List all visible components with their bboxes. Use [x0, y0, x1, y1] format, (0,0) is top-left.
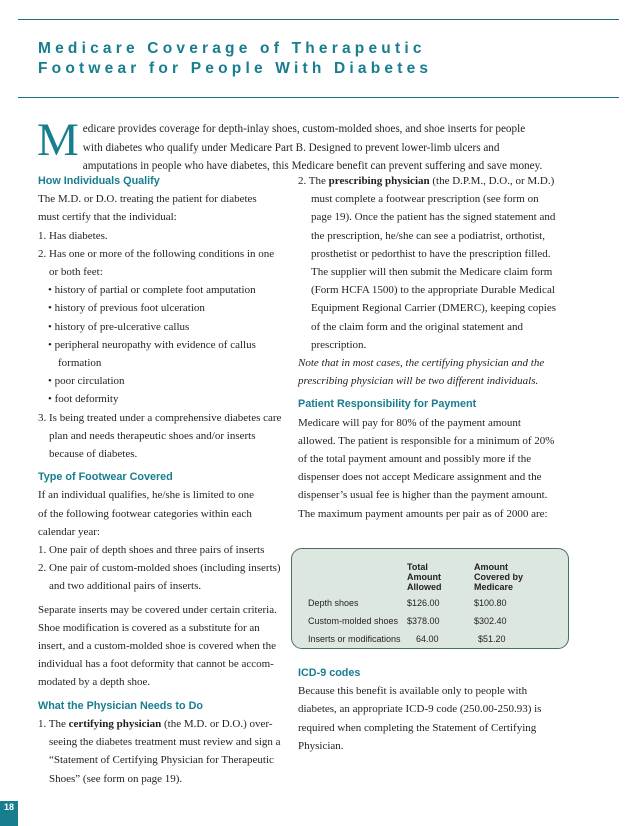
qualify-heading: How Individuals Qualify [38, 175, 160, 187]
qualify-item-3: 3. Is being treated under a comprehensive diabetes care plan and needs therapeutic shoes and/or inserts because of diabetes. [38, 411, 282, 461]
left-column [38, 172, 283, 788]
qualify-item-2-line-1: 2. Has one or more of the following conditions in one [38, 247, 275, 260]
right-column [298, 172, 560, 523]
qualify-item-2-line-2: or both feet: [49, 266, 103, 279]
icd-section [298, 664, 560, 755]
footwear-item-1: 1. One pair of depth shoes and three pairs of inserts [38, 544, 265, 557]
page-number: 18 [0, 801, 18, 826]
header-text: Total [407, 562, 428, 572]
footwear-note: Separate inserts may be covered under certain criteria. Shoe modification is covered as a substitute for an insert, and a custom-molded shoe is covered when the individual has a foot deformity that cannot be accom-modated by a depth shoe. [38, 603, 277, 689]
icd-text: Because this benefit is available only to people with diabetes, an appropriate ICD-9 code (250.00-250.93) is required when completing the Statement of Certifying Physician. [298, 685, 542, 752]
header-covered-by-medicare [474, 562, 523, 592]
row-total: 64.00 [416, 634, 439, 644]
page-title-line-2: Footwear for People With Diabetes [38, 60, 433, 77]
row-label: Inserts or modifications [308, 634, 401, 644]
row-total: $126.00 [407, 598, 440, 608]
payment-text: Medicare will pay for 80% of the payment amount allowed. The patient is responsible for a minimum of 20% of the total payment amount and possibly more if the dispenser does not accept Medicare assignment and the dispenser’s usual fee is higher than the payment amount. The maximum payment amounts per pair as of 2000 are: [298, 416, 555, 520]
row-total: $378.00 [407, 616, 440, 626]
row-covered: $302.40 [474, 616, 507, 626]
condition-bullet: • peripheral neuropathy with evidence of callus formation [48, 338, 256, 370]
header-text: Allowed [407, 582, 442, 592]
header-text: Amount [474, 562, 508, 572]
footwear-intro-line-3: calendar year: [38, 525, 100, 538]
drop-cap: M [37, 114, 79, 166]
header-text: Medicare [474, 582, 514, 592]
row-covered: $51.20 [478, 634, 506, 644]
qualify-intro-line-2: must certify that the individual: [38, 211, 177, 224]
physician-item-2 [298, 172, 560, 354]
physician-heading: What the Physician Needs to Do [38, 699, 203, 712]
condition-bullet: • poor circulation [48, 375, 125, 388]
payment-heading: Patient Responsibility for Payment [298, 398, 477, 411]
qualify-intro-line-1: The M.D. or D.O. treating the patient for diabetes [38, 193, 257, 206]
intro-text: edicare provides coverage for depth-inlay shoes, custom-molded shoes, and shoe inserts for people with diabetes who qualify under Medicare Part B. Designed to prevent lower-limb ulcers and amputations in people who have diabetes, this Medicare benefit can prevent suffering and save money. [82, 123, 543, 173]
footwear-heading: Type of Footwear Covered [38, 471, 173, 484]
page-title [38, 39, 432, 79]
page-title-line-1: Medicare Coverage of Therapeutic [38, 40, 426, 57]
prescribing-physician-term: prescribing physician [328, 175, 430, 187]
physician-item-1-prefix: 1. The [38, 717, 69, 730]
header-text: Covered by [474, 572, 524, 582]
row-label: Depth shoes [308, 598, 359, 608]
footwear-intro-line-1: If an individual qualifies, he/she is limited to one [38, 489, 254, 502]
top-rule [18, 19, 619, 20]
condition-bullet: • history of previous foot ulceration [48, 302, 205, 315]
physician-note: Note that in most cases, the certifying physician and the prescribing physician will be two different individuals. [298, 357, 545, 388]
footwear-item-2: 2. One pair of custom-molded shoes (including inserts) and two additional pairs of inserts. [38, 562, 281, 593]
header-total-allowed [407, 562, 442, 592]
physician-item-1 [38, 715, 283, 788]
condition-bullet: • history of pre-ulcerative callus [48, 320, 190, 333]
header-text: Amount [407, 572, 441, 582]
certifying-physician-term: certifying physician [68, 717, 162, 730]
row-covered: $100.80 [474, 598, 507, 608]
intro-paragraph [37, 114, 543, 176]
physician-item-1-text: (the M.D. or D.O.) over-seeing the diabetes treatment must review and sign a “Statement of Certifying Physician for Therapeutic Shoes” (see form on page 19). [49, 717, 281, 785]
condition-bullet: • foot deformity [48, 393, 119, 406]
title-rule [18, 97, 619, 98]
condition-bullet: • history of partial or complete foot amputation [48, 284, 256, 297]
payment-table [291, 548, 569, 649]
row-label: Custom-molded shoes [308, 616, 399, 626]
footwear-intro-line-2: of the following footwear categories within each [38, 507, 252, 520]
physician-item-2-prefix: 2. The [298, 175, 329, 187]
icd-heading: ICD-9 codes [298, 667, 361, 679]
physician-item-2-text: (the D.P.M., D.O., or M.D.) must complete a footwear prescription (see form on page 19). Once the patient has the signed statement and the prescription, he/she can see a podiatrist, orthotist, prosthetist or pedorthist to have the prescription filled. The supplier will then submit the Medicare claim form (Form HCFA 1500) to the appropriate Durable Medical Equipment Regional Carrier (DMERC), keeping copies of the claim form and the original statement and prescription. [311, 175, 556, 351]
qualify-item-1: 1. Has diabetes. [38, 229, 108, 242]
